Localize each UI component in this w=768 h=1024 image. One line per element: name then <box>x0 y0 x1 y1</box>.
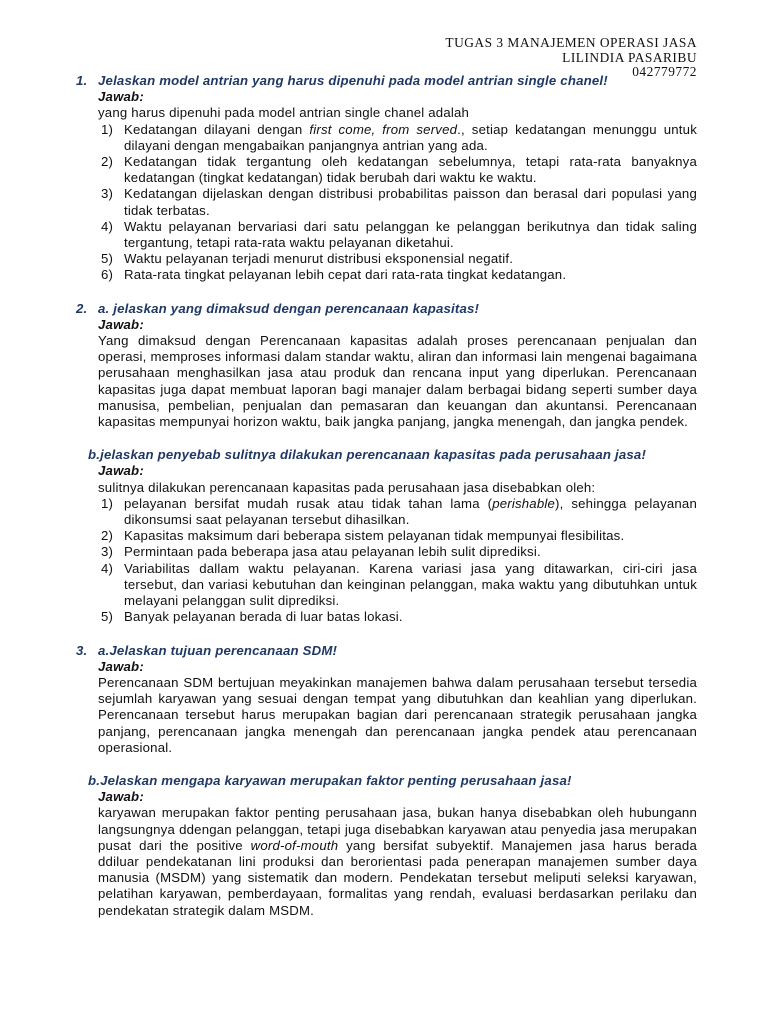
list-item: 4) Waktu pelayanan bervariasi dari satu pelanggan ke pelanggan berikutnya dan tidak saling tergantung, tetapi rata-rata waktu pelayanan diketahui. <box>101 218 697 251</box>
list-item: 5) Banyak pelayanan berada di luar batas lokasi. <box>101 609 403 625</box>
question-text: Jelaskan model antrian yang harus dipenuhi pada model antrian single chanel! <box>98 73 608 88</box>
question-number: 2. <box>76 300 88 316</box>
question-text: b.jelaskan penyebab sulitnya dilakukan perencanaan kapasitas pada perusahaan jasa! <box>88 447 647 463</box>
answer-intro: sulitnya dilakukan perencanaan kapasitas pada perusahaan jasa disebabkan oleh: <box>98 479 596 495</box>
list-item: 1) pelayanan bersifat mudah rusak atau tidak tahan lama (perishable), sehingga pelayanan dikonsumsi saat pelayanan tersebut dihasilkan. <box>101 495 697 528</box>
answer-list <box>76 496 697 626</box>
question-number: 3. <box>76 642 88 658</box>
list-item: 5) Waktu pelayanan terjadi menurut distribusi eksponensial negatif. <box>101 251 514 267</box>
question-number: 1. <box>76 73 88 88</box>
answer-label: Jawab: <box>98 89 144 105</box>
list-item: 3) Permintaan pada beberapa jasa atau pelayanan lebih sulit diprediksi. <box>101 544 541 560</box>
list-item: 2) Kedatangan tidak tergantung oleh kedatangan sebelumnya, tetapi rata-rata banyaknya kedatangan (tingkat kedatangan) tidak berubah dari waktu ke waktu. <box>101 154 697 186</box>
answer-text: Yang dimaksud dengan Perencanaan kapasitas adalah proses perencanaan penjualan dan operasi, memproses informasi dalam standar waktu, aliran dan informasi lain mengenai bagaimana perusahaan menghasilkan jasa atau produk dan rencana input yang diperlukan. Perencanaan kapasitas juga dapat membuat laporan bagi manajer dalam berbagai bidang seperti sumber daya manusisa, pembelian, penjualan dan pemasaran dan keuangan dan akuntansi. Perencanaan kapasitas mempunyai horizon waktu, baik jangka panjang, jangka menengah, dan jangka pendek. <box>98 333 697 430</box>
answer-label: Jawab: <box>98 658 144 674</box>
answer-label: Jawab: <box>98 316 144 332</box>
header-course: TUGAS 3 MANAJEMEN OPERASI JASA <box>445 35 697 50</box>
answer-intro: yang harus dipenuhi pada model antrian single chanel adalah <box>98 105 470 121</box>
header-student-id: 042779772 <box>632 64 697 80</box>
list-item: 4) Variabilitas dallam waktu pelayanan. Karena variasi jasa yang ditawarkan, ciri-ciri jasa tersebut, dan variasi kebutuhan dan keinginan pelanggan, maka waktu yang dibutuhkan untuk melayani pelanggan sulit diprediksi. <box>101 560 697 609</box>
question-2a-title <box>76 301 697 317</box>
list-item: 6) Rata-rata tingkat pelayanan lebih cepat dari rata-rata tingkat kedatangan. <box>101 267 567 283</box>
question-text: a.Jelaskan tujuan perencanaan SDM! <box>98 642 338 658</box>
list-item: 3) Kedatangan dijelaskan dengan distribusi probabilitas paisson dan berasal dari populasi yang tidak terbatas. <box>101 186 697 218</box>
document-body <box>76 73 697 919</box>
question-3a-title <box>76 643 697 659</box>
answer-list <box>76 122 697 284</box>
list-item: 2) Kapasitas maksimum dari beberapa sistem pelayanan tidak mempunyai flesibilitas. <box>101 528 625 544</box>
header-student-name: LILINDIA PASARIBU <box>562 49 697 65</box>
answer-text: karyawan merupakan faktor penting perusahaan jasa, bukan hanya disebabkan oleh hubungann langsungnya ddengan pelanggan, tetapi juga disebabkan karyawan atau penyedia jasa merupakan pusat dari the positive word-of-mouth yang bersifat subyektif. Manajemen jasa harus berada ddiluar pendekatanan lini produksi dan berorientasi pada penerapan manajemen sumber daya manusia (MSDM) yang sistematik dan modern. Pendekatan tersebut meliputi seleksi karyawan, pelatihan karyawan, pemberdayaan, formalitas yang rendah, evaluasi berdasarkan perilaku dan pendekatan strategik dalam MSDM. <box>98 805 697 918</box>
answer-label: Jawab: <box>98 463 144 479</box>
question-2b-title <box>76 447 697 463</box>
question-1-title <box>76 73 697 89</box>
question-text: a. jelaskan yang dimaksud dengan perencanaan kapasitas! <box>98 300 480 316</box>
list-item: 1) Kedatangan dilayani dengan first come, from served., setiap kedatangan menunggu untuk dilayani dengan mengabaikan panjangnya antrian yang ada. <box>101 121 697 153</box>
answer-text: Perencanaan SDM bertujuan meyakinkan manajemen bahwa dalam perusahaan tersebut tersedia sejumlah karyawan yang sesuai dengan tempat yang dibutuhkan dan keahlian yang diperlukan. Perencanaan tersebut harus merupakan bagian dari perencanaan strategik perusahaan jangka panjang, perencanaan jangka menengah dan perencanaan jangka pendek atau perencanaan operasional. <box>98 674 697 755</box>
question-3b-title <box>76 773 697 789</box>
answer-label: Jawab: <box>98 789 144 805</box>
question-text: b.Jelaskan mengapa karyawan merupakan faktor penting perusahaan jasa! <box>88 772 572 788</box>
